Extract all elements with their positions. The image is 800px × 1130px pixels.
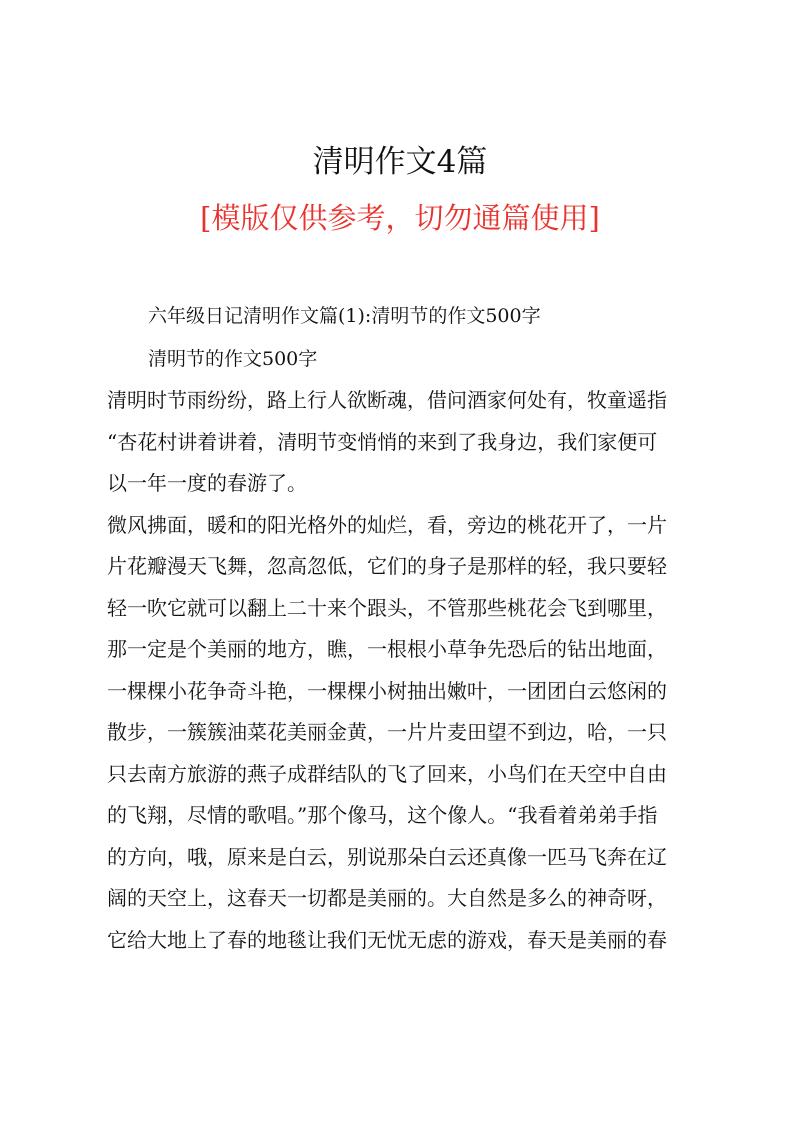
text-line: 散步，一簇簇油菜花美丽金黄，一片片麦田望不到边，哈，一只 [107, 720, 667, 744]
text-line: 的方向，哦，原来是白云，别说那朵白云还真像一匹马飞奔在辽 [107, 844, 667, 869]
text-line: 阔的天空上，这春天一切都是美丽的。大自然是多么的神奇呀， [107, 886, 667, 910]
essay-title: 清明节的作文500字 [148, 348, 318, 370]
text-line: 清明时节雨纷纷，路上行人欲断魂，借问酒家何处有，牧童遥指 [107, 388, 667, 412]
text-line: 以一年一度的春游了。 [107, 471, 307, 495]
text-line: 的飞翔，尽情的歌唱。”那个像马，这个像人。“我看着弟弟手指 [107, 803, 658, 827]
text-line: 轻一吹它就可以翻上二十来个跟头，不管那些桃花会飞到哪里， [107, 595, 667, 620]
section-heading: 六年级日记清明作文篇(1):清明节的作文500字 [148, 305, 541, 327]
text-line: 微风拂面，暖和的阳光格外的灿烂，看，旁边的桃花开了，一片 [107, 512, 667, 537]
text-line: 那一定是个美丽的地方，瞧，一根根小草争先恐后的钻出地面， [107, 637, 667, 661]
document-title: 清明作文4篇 [312, 144, 488, 180]
text-line: “杏花村讲着讲着，清明节变悄悄的来到了我身边，我们家便可 [107, 429, 658, 454]
essay-body [107, 380, 707, 961]
template-notice: [模版仅供参考，切勿通篇使用] [200, 201, 600, 235]
text-line: 一棵棵小花争奇斗艳，一棵棵小树抽出嫩叶，一团团白云悠闲的 [107, 678, 667, 703]
text-line: 它给大地上了春的地毯让我们无忧无虑的游戏，春天是美丽的春 [107, 927, 667, 952]
text-line: 片花瓣漫天飞舞，忽高忽低，它们的身子是那样的轻，我只要轻 [107, 554, 667, 578]
text-line: 只去南方旅游的燕子成群结队的飞了回来，小鸟们在天空中自由 [107, 761, 667, 786]
